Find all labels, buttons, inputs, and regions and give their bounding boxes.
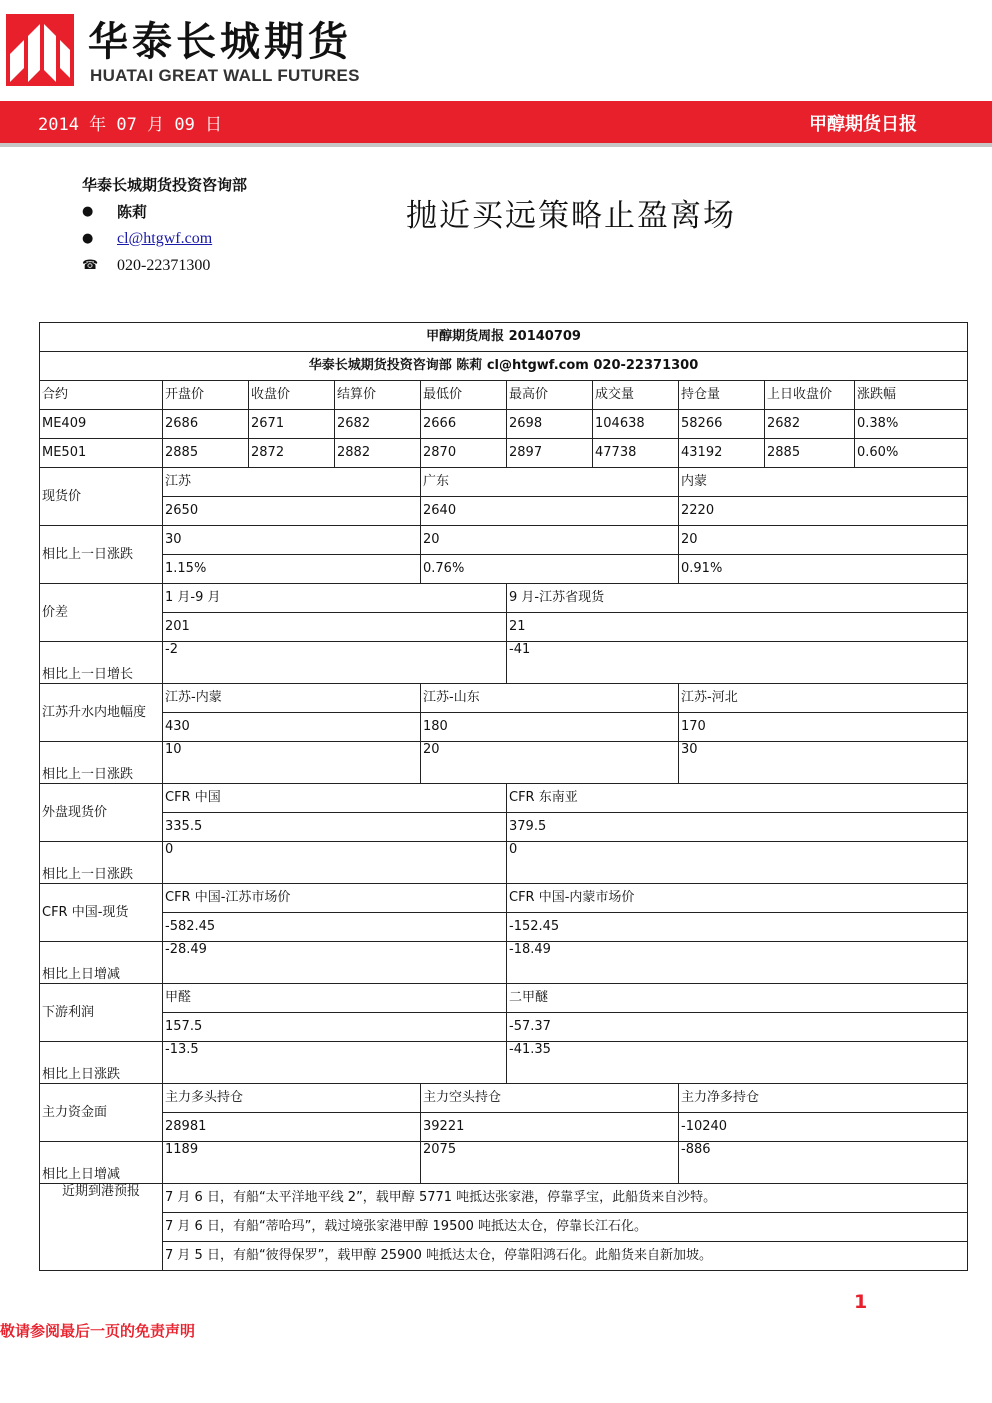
row-label: 相比上一日涨跌 [40, 842, 163, 884]
cell: -886 [679, 1142, 968, 1184]
cell: 广东 [421, 468, 679, 497]
cell: 0.60% [855, 439, 968, 468]
table-subtitle: 华泰长城期货投资咨询部 陈莉 cl@htgwf.com 020-22371300 [40, 352, 968, 381]
row-label: 现货价 [40, 468, 163, 526]
bullet-icon: ● [82, 231, 94, 246]
company-logo [6, 14, 74, 86]
cell: 2885 [765, 439, 855, 468]
cell: 104638 [593, 410, 679, 439]
cell: 379.5 [507, 813, 968, 842]
header-cell: 成交量 [593, 381, 679, 410]
author-name: 陈莉 [117, 203, 148, 221]
arrival-item: 7 月 6 日，有船“太平洋地平线 2”，载甲醇 5771 吨抵达张家港，停靠孚宝，此船货来自沙特。 [163, 1184, 968, 1213]
table-row [40, 439, 968, 468]
cell: ME409 [40, 410, 163, 439]
row-label: 相比上一日增长 [40, 642, 163, 684]
cell: 甲醛 [163, 984, 507, 1013]
row-label: 价差 [40, 584, 163, 642]
cell: 170 [679, 713, 968, 742]
futures-header-row [40, 381, 968, 410]
cell: 主力多头持仓 [163, 1084, 421, 1113]
cell: -2 [163, 642, 507, 684]
cell: 2682 [335, 410, 421, 439]
cell: 9 月-江苏省现货 [507, 584, 968, 613]
cell: 28981 [163, 1113, 421, 1142]
cell: 43192 [679, 439, 765, 468]
row-label: 江苏升水内地幅度 [40, 684, 163, 742]
cell: 47738 [593, 439, 679, 468]
header-band [0, 101, 992, 143]
cell: 江苏 [163, 468, 421, 497]
cell: 主力空头持仓 [421, 1084, 679, 1113]
arrival-item: 7 月 6 日，有船“蒂哈玛”，载过境张家港甲醇 19500 吨抵达太仓，停靠长江石化。 [163, 1213, 968, 1242]
cell: 20 [421, 526, 679, 555]
cell: 157.5 [163, 1013, 507, 1042]
cell: 2671 [249, 410, 335, 439]
author-dept: 华泰长城期货投资咨询部 [82, 176, 248, 194]
row-label: 外盘现货价 [40, 784, 163, 842]
cell: 39221 [421, 1113, 679, 1142]
row-label: 相比上日增减 [40, 1142, 163, 1184]
cell: 2885 [163, 439, 249, 468]
row-label: 近期到港预报 [40, 1184, 163, 1271]
header-cell: 收盘价 [249, 381, 335, 410]
cell: -10240 [679, 1113, 968, 1142]
cell: CFR 中国 [163, 784, 507, 813]
cell: 10 [163, 742, 421, 784]
row-label: 主力资金面 [40, 1084, 163, 1142]
data-table [39, 322, 968, 1271]
cell: 2870 [421, 439, 507, 468]
header-cell: 结算价 [335, 381, 421, 410]
author-phone: 020-22371300 [117, 256, 211, 274]
brand-name-cn: 华泰长城期货 [88, 19, 352, 65]
row-label: 下游利润 [40, 984, 163, 1042]
cell: 0 [163, 842, 507, 884]
phone-icon: ☎ [82, 258, 99, 273]
cell: 335.5 [163, 813, 507, 842]
cell: 0.38% [855, 410, 968, 439]
cell: 2897 [507, 439, 593, 468]
cell: CFR 东南亚 [507, 784, 968, 813]
author-email-link[interactable]: cl@htgwf.com [117, 229, 213, 247]
cell: 0.91% [679, 555, 968, 584]
cell: 2666 [421, 410, 507, 439]
header-cell: 持仓量 [679, 381, 765, 410]
brand-name-en: HUATAI GREAT WALL FUTURES [90, 66, 360, 85]
cell: -13.5 [163, 1042, 507, 1084]
cell: -57.37 [507, 1013, 968, 1042]
cell: 2698 [507, 410, 593, 439]
cell: -152.45 [507, 913, 968, 942]
cell: 21 [507, 613, 968, 642]
cell: 201 [163, 613, 507, 642]
header-cell: 涨跌幅 [855, 381, 968, 410]
cell: 30 [163, 526, 421, 555]
report-type: 甲醇期货日报 [809, 114, 917, 135]
bullet-icon: ● [82, 204, 94, 219]
header-cell: 最低价 [421, 381, 507, 410]
cell: 0.76% [421, 555, 679, 584]
row-label: 相比上一日涨跌 [40, 742, 163, 784]
cell: -41.35 [507, 1042, 968, 1084]
cell: 1 月-9 月 [163, 584, 507, 613]
row-label: 相比上日增减 [40, 942, 163, 984]
cell: 0 [507, 842, 968, 884]
table-row [40, 410, 968, 439]
table-title: 甲醇期货周报 20140709 [40, 323, 968, 352]
cell: 430 [163, 713, 421, 742]
cell: 2220 [679, 497, 968, 526]
row-label: 相比上一日涨跌 [40, 526, 163, 584]
header-cell: 合约 [40, 381, 163, 410]
cell: 1.15% [163, 555, 421, 584]
row-label: 相比上日涨跌 [40, 1042, 163, 1084]
cell: -41 [507, 642, 968, 684]
band-shadow [0, 143, 992, 147]
cell: -18.49 [507, 942, 968, 984]
cell: ME501 [40, 439, 163, 468]
cell: 江苏-河北 [679, 684, 968, 713]
cell: 30 [679, 742, 968, 784]
cell: 2650 [163, 497, 421, 526]
cell: 江苏-山东 [421, 684, 679, 713]
cell: -582.45 [163, 913, 507, 942]
cell: 2682 [765, 410, 855, 439]
cell: 内蒙 [679, 468, 968, 497]
report-date: 2014 年 07 月 09 日 [38, 115, 223, 135]
cell: 2686 [163, 410, 249, 439]
cell: 20 [421, 742, 679, 784]
disclaimer-note: 敬请参阅最后一页的免责声明 [0, 1322, 196, 1340]
cell: 180 [421, 713, 679, 742]
page-number: 1 [854, 1291, 868, 1313]
cell: 江苏-内蒙 [163, 684, 421, 713]
cell: 1189 [163, 1142, 421, 1184]
author-contacts [82, 198, 212, 279]
cell: CFR 中国-内蒙市场价 [507, 884, 968, 913]
cell: 2075 [421, 1142, 679, 1184]
cell: 2640 [421, 497, 679, 526]
cell: 主力净多持仓 [679, 1084, 968, 1113]
cell: CFR 中国-江苏市场价 [163, 884, 507, 913]
header-cell: 上日收盘价 [765, 381, 855, 410]
cell: 2882 [335, 439, 421, 468]
header-cell: 最高价 [507, 381, 593, 410]
cell: 58266 [679, 410, 765, 439]
header-cell: 开盘价 [163, 381, 249, 410]
row-label: CFR 中国-现货 [40, 884, 163, 942]
cell: 20 [679, 526, 968, 555]
cell: 2872 [249, 439, 335, 468]
headline: 抛近买远策略止盈离场 [406, 198, 736, 234]
cell: -28.49 [163, 942, 507, 984]
cell: 二甲醚 [507, 984, 968, 1013]
arrival-item: 7 月 5 日，有船“彼得保罗”，载甲醇 25900 吨抵达太仓，停靠阳鸿石化。此船货来自新加坡。 [163, 1242, 968, 1271]
